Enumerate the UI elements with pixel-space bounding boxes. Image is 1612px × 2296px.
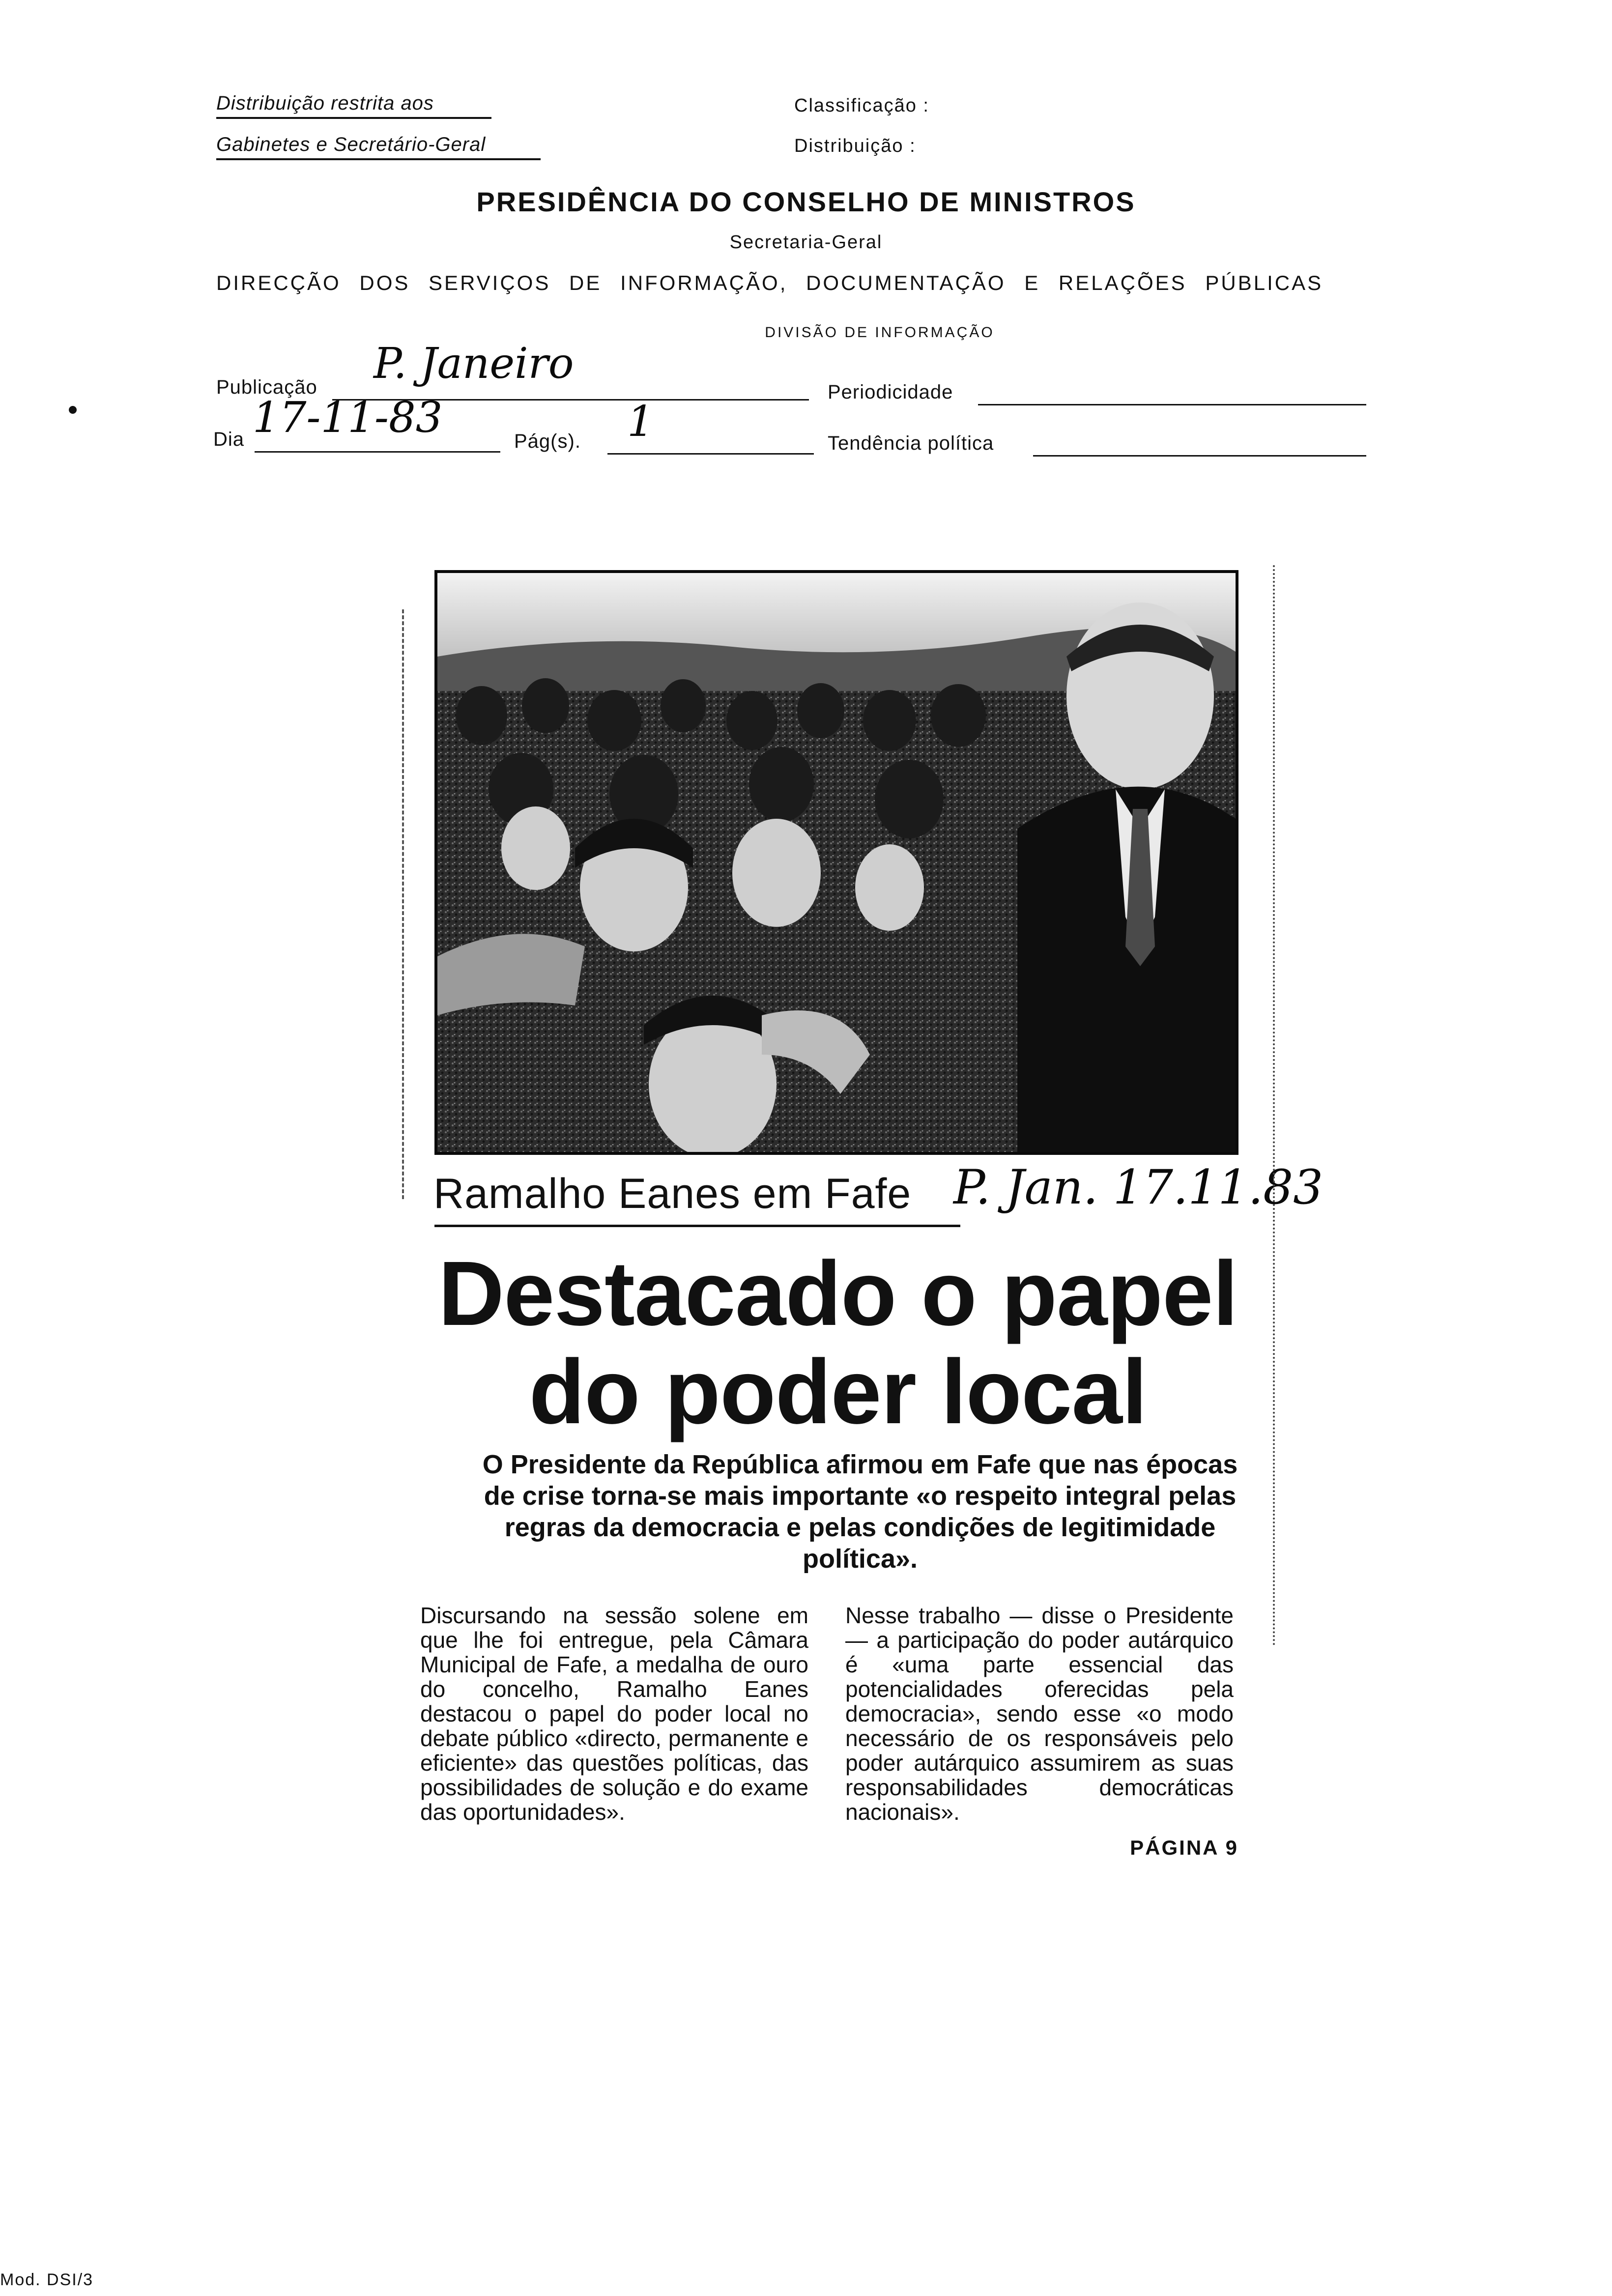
publicacao-label: Publicação bbox=[216, 376, 317, 398]
article-column-1: Discursando na sessão solene em que lhe foi entregue, pela Câmara Municipal de Fafe, a medalha de ouro do concelho, Ramalho Eanes destacou o papel do poder local no debate público «directo, permanente e eficiente» das questões políticas, das possibilidades de solução e do exame das oportunidades». bbox=[420, 1603, 808, 1825]
crowd-photo-illustration bbox=[437, 573, 1236, 1152]
dia-handwritten-value: 17-11-83 bbox=[253, 393, 443, 442]
distribution-underline-2 bbox=[216, 158, 541, 160]
article-kicker: Ramalho Eanes em Fafe bbox=[433, 1170, 912, 1217]
headline-line-2: do poder local bbox=[529, 1341, 1147, 1443]
article-lead: O Presidente da República afirmou em Fafe que nas épocas de crise torna-se mais importante «o respeito integral pelas regras da democracia e pelas condições de legitimidade política». bbox=[482, 1450, 1238, 1574]
division-title: DIVISÃO DE INFORMAÇÃO bbox=[765, 324, 995, 341]
publicacao-handwritten-value: P. Janeiro bbox=[374, 339, 574, 388]
headline-line-1: Destacado o papel bbox=[438, 1243, 1238, 1345]
article-column-2: Nesse trabalho — disse o Presidente — a participação do poder autárquico é «uma parte essencial das potencialidades oferecidas pela democracia», sendo esse «o modo necessário de os responsáveis pelo poder autárquico assumirem as suas responsabilidades democráticas nacionais». bbox=[845, 1603, 1234, 1825]
periodicidade-label: Periodicidade bbox=[828, 381, 953, 403]
periodicidade-line bbox=[978, 404, 1366, 405]
kicker-underline bbox=[434, 1225, 960, 1227]
distribuicao-label: Distribuição : bbox=[794, 136, 916, 156]
organization-subtitle: Secretaria-Geral bbox=[729, 232, 883, 253]
punch-dot bbox=[69, 406, 77, 414]
dia-line bbox=[255, 451, 500, 453]
tendencia-line bbox=[1033, 455, 1366, 457]
clipping-cut-edge-right bbox=[1273, 565, 1275, 1646]
distribution-restricted-line1: Distribuição restrita aos bbox=[216, 92, 434, 114]
dia-label: Dia bbox=[213, 429, 245, 450]
news-photo bbox=[434, 570, 1238, 1155]
clipping-cut-edge-left bbox=[402, 609, 404, 1199]
pags-handwritten-value: 1 bbox=[627, 397, 654, 446]
distribution-restricted-line2: Gabinetes e Secretário-Geral bbox=[216, 134, 486, 155]
directorate-title: DIRECÇÃO DOS SERVIÇOS DE INFORMAÇÃO, DOCUMENTAÇÃO E RELAÇÕES PÚBLICAS bbox=[216, 271, 1324, 294]
distribution-underline-1 bbox=[216, 117, 491, 119]
continued-page-ref: PÁGINA 9 bbox=[1130, 1836, 1238, 1859]
organization-title: PRESIDÊNCIA DO CONSELHO DE MINISTROS bbox=[476, 186, 1136, 217]
form-code: Mod. DSI/3 bbox=[0, 2270, 94, 2289]
handwritten-source-note: P. Jan. 17.11.83 bbox=[953, 1160, 1324, 1215]
pags-label: Pág(s). bbox=[514, 430, 581, 452]
pags-line bbox=[607, 453, 814, 455]
tendencia-label: Tendência política bbox=[828, 432, 994, 454]
classificacao-label: Classificação : bbox=[794, 95, 929, 116]
